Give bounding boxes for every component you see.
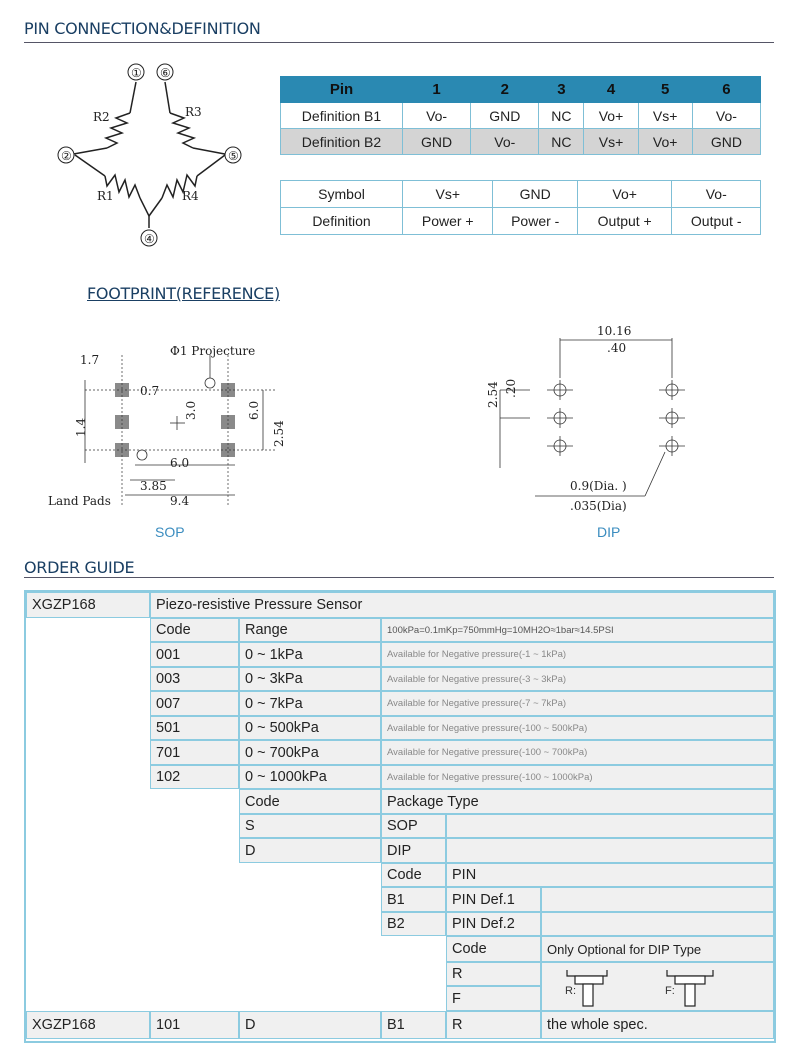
table-header-row — [281, 77, 761, 103]
dip-footprint-diagram — [485, 318, 715, 518]
blank-cell — [446, 814, 774, 838]
range-note: Available for Negative pressure(-1 ~ 1kPa) — [381, 642, 774, 667]
header-cell: 4 — [584, 77, 638, 103]
cell: Output + — [577, 208, 672, 235]
opt-illustration-cell — [541, 962, 774, 1011]
table-row — [281, 103, 761, 129]
sop-dim: 1.4 — [74, 417, 88, 437]
cell: Vo+ — [638, 129, 692, 155]
opt-header: Only Optional for DIP Type — [541, 936, 774, 962]
header-cell: 5 — [638, 77, 692, 103]
range-code: 003 — [150, 667, 239, 691]
cell: GND — [692, 129, 760, 155]
header-cell: 1 — [403, 77, 471, 103]
cell: Vs+ — [403, 181, 493, 208]
sop-dim: 3.85 — [140, 479, 167, 493]
range-note: 100kPa=0.1mKp=750mmHg=10MH2O≈1bar≈14.5PSI — [381, 618, 774, 642]
pkg-type: SOP — [381, 814, 446, 838]
pin-def: PIN Def.2 — [446, 912, 541, 936]
range-note: Available for Negative pressure(-100 ~ 1000kPa) — [381, 765, 774, 789]
header-cell: 6 — [692, 77, 760, 103]
cell: NC — [539, 103, 584, 129]
range-header: Range — [239, 618, 381, 642]
node-2: ② — [61, 149, 72, 163]
blank-cell — [446, 838, 774, 863]
cell: Vo- — [403, 103, 471, 129]
resistor-label: R3 — [185, 105, 202, 119]
range-value: 0 ~ 700kPa — [239, 740, 381, 765]
sop-dim: 2.54 — [272, 420, 286, 447]
example-package: D — [239, 1011, 381, 1039]
divider — [24, 577, 774, 578]
cell: NC — [539, 129, 584, 155]
cell: Definition B1 — [281, 103, 403, 129]
sop-land-pads: Land Pads — [48, 494, 111, 508]
range-value: 0 ~ 7kPa — [239, 691, 381, 716]
pin-code: B1 — [381, 887, 446, 912]
cell: Vo+ — [584, 103, 638, 129]
section-title-pin: PIN CONNECTION&DEFINITION — [24, 19, 261, 38]
range-value: 0 ~ 1kPa — [239, 642, 381, 667]
pin-table — [280, 76, 761, 155]
cell: Vo- — [692, 103, 760, 129]
range-note: Available for Negative pressure(-100 ~ 700kPa) — [381, 740, 774, 765]
resistor-label: R4 — [182, 189, 199, 203]
header-cell: Pin — [281, 77, 403, 103]
opt-r-icon-label: R: — [565, 984, 576, 997]
cell: Power + — [403, 208, 493, 235]
range-value: 0 ~ 1000kPa — [239, 765, 381, 789]
cell: GND — [471, 103, 539, 129]
opt-f-icon-label: F: — [665, 984, 675, 997]
range-code: 102 — [150, 765, 239, 789]
pkg-code: S — [239, 814, 381, 838]
dip-pitch: 2.54 — [486, 381, 500, 408]
pkg-type-header: Package Type — [381, 789, 774, 814]
bridge-diagram — [45, 58, 265, 253]
example-option: R — [446, 1011, 541, 1039]
pkg-type: DIP — [381, 838, 446, 863]
section-title-order: ORDER GUIDE — [24, 558, 135, 577]
dip-width: 10.16 — [597, 324, 632, 338]
pin-header: PIN — [446, 863, 774, 887]
example-model: XGZP168 — [26, 1011, 150, 1039]
sop-dim: 6.0 — [247, 400, 261, 420]
cell: Symbol — [281, 181, 403, 208]
cell: GND — [493, 181, 577, 208]
dip-caption: DIP — [597, 524, 621, 540]
pin-code-header: Code — [381, 863, 446, 887]
cell: Definition B2 — [281, 129, 403, 155]
opt-code: F — [446, 986, 541, 1011]
table-row — [281, 181, 761, 208]
range-note: Available for Negative pressure(-100 ~ 500kPa) — [381, 716, 774, 740]
description-cell: Piezo-resistive Pressure Sensor — [150, 592, 774, 618]
blank-cell — [541, 887, 774, 912]
opt-code: R — [446, 962, 541, 986]
example-range: 101 — [150, 1011, 239, 1039]
range-code: 007 — [150, 691, 239, 716]
model-cell: XGZP168 — [26, 592, 150, 618]
cell: GND — [403, 129, 471, 155]
cell: Vo+ — [577, 181, 672, 208]
example-note: the whole spec. — [541, 1011, 774, 1039]
range-value: 0 ~ 3kPa — [239, 667, 381, 691]
section-title-footprint: FOOTPRINT(REFERENCE) — [87, 284, 280, 303]
pin-def: PIN Def.1 — [446, 887, 541, 912]
range-value: 0 ~ 500kPa — [239, 716, 381, 740]
cell: Power - — [493, 208, 577, 235]
cell: Output - — [672, 208, 761, 235]
range-note: Available for Negative pressure(-3 ~ 3kPa) — [381, 667, 774, 691]
dip-dia-in: .035(Dia) — [570, 499, 627, 513]
range-code: 701 — [150, 740, 239, 765]
pin-option-icons — [547, 964, 767, 1010]
dip-pitch-in: .20 — [504, 378, 518, 398]
range-note: Available for Negative pressure(-7 ~ 7kPa) — [381, 691, 774, 716]
symbol-table — [280, 180, 761, 235]
header-cell: 2 — [471, 77, 539, 103]
pin-code: B2 — [381, 912, 446, 936]
sop-dim: 6.0 — [170, 456, 190, 470]
sop-dim: 1.7 — [80, 353, 100, 367]
code-header: Code — [150, 618, 239, 642]
sop-dim: 9.4 — [170, 494, 190, 508]
node-6: ⑥ — [160, 66, 171, 80]
sop-dim: 3.0 — [184, 400, 198, 420]
range-code: 501 — [150, 716, 239, 740]
sop-caption: SOP — [155, 524, 185, 540]
cell: Vs+ — [584, 129, 638, 155]
cell: Vs+ — [638, 103, 692, 129]
sop-footprint-diagram — [45, 335, 305, 520]
node-5: ⑤ — [228, 149, 239, 163]
blank-cell — [541, 912, 774, 936]
dip-width-in: .40 — [607, 341, 627, 355]
cell: Vo- — [471, 129, 539, 155]
table-row — [281, 208, 761, 235]
sop-dim: 0.7 — [140, 384, 160, 398]
sop-phi-label: Φ1 Projecture — [170, 344, 256, 358]
resistor-label: R2 — [93, 110, 110, 124]
pkg-code-header: Code — [239, 789, 381, 814]
cell: Definition — [281, 208, 403, 235]
divider — [24, 42, 774, 43]
range-code: 001 — [150, 642, 239, 667]
order-guide-table — [24, 590, 776, 1043]
cell: Vo- — [672, 181, 761, 208]
example-pin: B1 — [381, 1011, 446, 1039]
opt-code-header: Code — [446, 936, 541, 962]
node-1: ① — [131, 66, 142, 80]
dip-dia: 0.9(Dia. ) — [570, 479, 627, 493]
pkg-code: D — [239, 838, 381, 863]
resistor-label: R1 — [97, 189, 114, 203]
table-row — [281, 129, 761, 155]
node-4: ④ — [144, 232, 155, 246]
header-cell: 3 — [539, 77, 584, 103]
